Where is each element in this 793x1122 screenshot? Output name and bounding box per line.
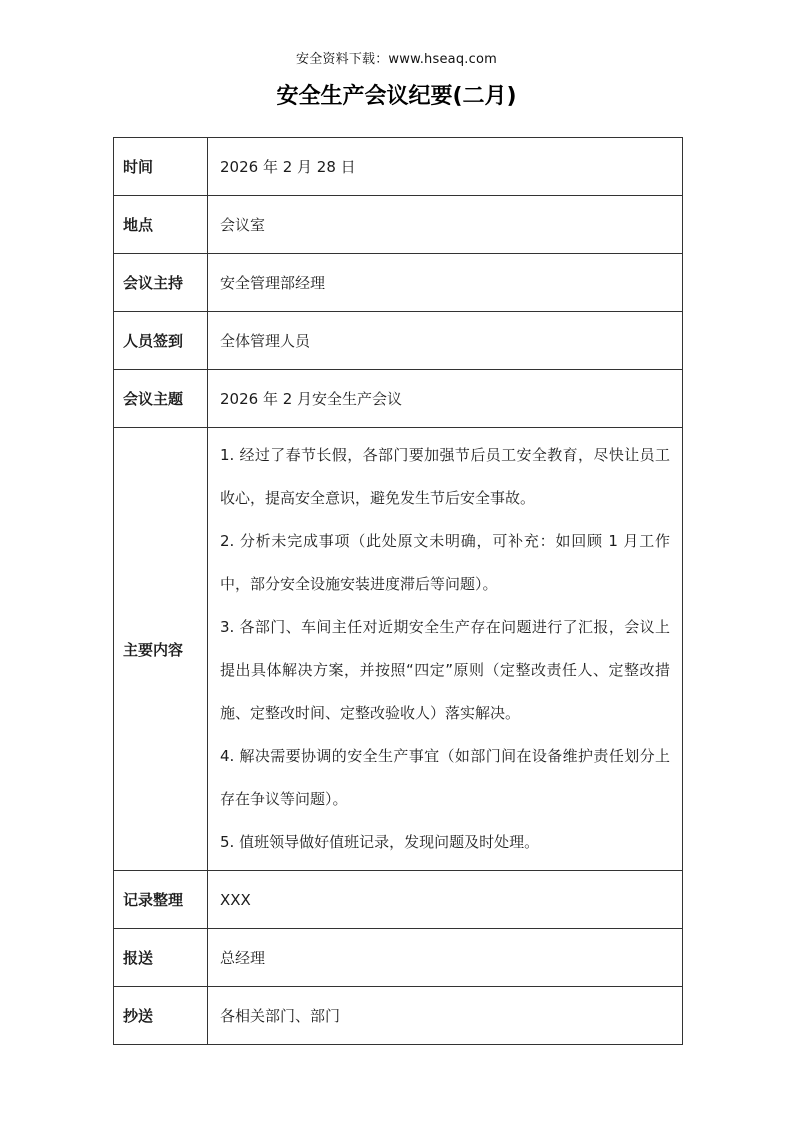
page-title: 安全生产会议纪要(二月) [276,84,517,109]
table-row-host [114,254,683,312]
content-item-4: 4. 解决需要协调的安全生产事宜（如部门间在设备维护责任划分上存在争议等问题）。 [220,747,670,808]
row-label: 人员签到 [114,312,208,370]
content-item-1: 1. 经过了春节长假，各部门要加强节后员工安全教育，尽快让员工收心，提高安全意识，避免发生节后安全事故。 [220,446,670,507]
table-row-topic [114,370,683,428]
row-label: 时间 [114,138,208,196]
content-item-5: 5. 值班领导做好值班记录，发现问题及时处理。 [220,833,540,851]
row-value-main-content [208,428,683,871]
row-value: 安全管理部经理 [208,254,683,312]
row-value: 各相关部门、部门 [208,987,683,1045]
row-label: 抄送 [114,987,208,1045]
meeting-minutes-table [113,137,683,1045]
row-label: 报送 [114,929,208,987]
table-row-signin [114,312,683,370]
table-row-location [114,196,683,254]
row-label: 主要内容 [114,428,208,871]
table-row-main-content [114,428,683,871]
row-value: XXX [208,871,683,929]
row-value: 会议室 [208,196,683,254]
content-item-2: 2. 分析未完成事项（此处原文未明确，可补充：如回顾 1 月工作中，部分安全设施安装进度滞后等问题）。 [220,532,670,593]
row-value: 2026 年 2 月 28 日 [208,138,683,196]
row-value: 总经理 [208,929,683,987]
row-value: 全体管理人员 [208,312,683,370]
table-row-cc [114,987,683,1045]
table-row-recorder [114,871,683,929]
row-label: 地点 [114,196,208,254]
row-label: 会议主持 [114,254,208,312]
row-label: 记录整理 [114,871,208,929]
download-source-text: 安全资料下载：www.hseaq.com [296,52,497,67]
row-label: 会议主题 [114,370,208,428]
table-row-report-to [114,929,683,987]
table-row-time [114,138,683,196]
row-value: 2026 年 2 月安全生产会议 [208,370,683,428]
content-item-3: 3. 各部门、车间主任对近期安全生产存在问题进行了汇报，会议上提出具体解决方案，并按照“四定”原则（定整改责任人、定整改措施、定整改时间、定整改验收人）落实解决。 [220,618,670,722]
